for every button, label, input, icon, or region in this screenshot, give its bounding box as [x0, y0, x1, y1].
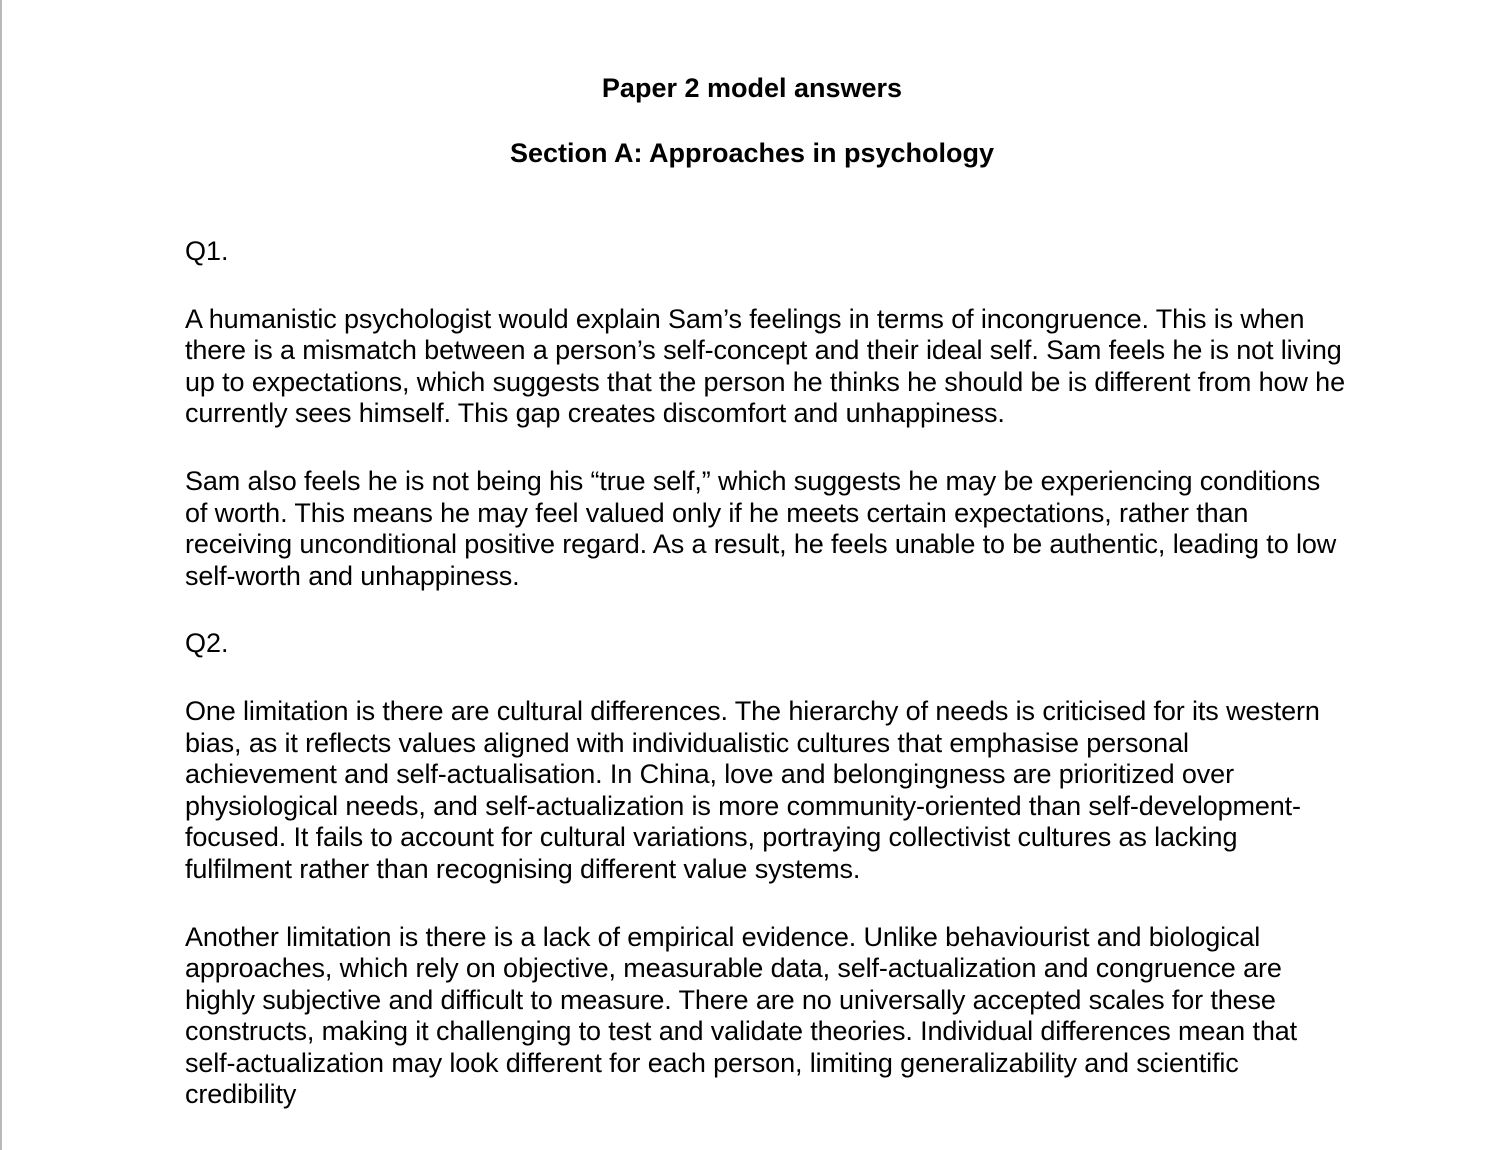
answer-paragraph: Sam also feels he is not being his “true self,” which suggests he may be experiencing conditions of worth. This means he may feel valued only if he meets certain expectations, rather than receiving unconditional positive regard. As a result, he feels unable to be authentic, leading to low self-worth and unhappiness. — [185, 465, 1337, 591]
question-label-q2: Q2. — [185, 628, 229, 659]
answer-paragraph: A humanistic psychologist would explain Sam’s feelings in terms of incongruence. This is when there is a mismatch between a person’s self-concept and their ideal self. Sam feels he is not living up to expectations, which suggests that the person he thinks he should be is different from how he currently sees himself. This gap creates discomfort and unhappiness. — [185, 303, 1345, 429]
answer-paragraph: Another limitation is there is a lack of empirical evidence. Unlike behaviourist and biological approaches, which rely on objective, measurable data, self-actualization and congruence are highly subjective and difficult to measure. There are no universally accepted scales for these constructs, making it challenging to test and validate theories. Individual differences mean that self-actualization may look different for each person, limiting generalizability and scientific credibility — [185, 921, 1298, 1110]
answer-paragraph: One limitation is there are cultural differences. The hierarchy of needs is criticised for its western bias, as it reflects values aligned with individualistic cultures that emphasise personal achievement and self-actualisation. In China, love and belongingness are prioritized over physiological needs, and self-actualization is more community-oriented than self-development-focused. It fails to account for cultural variations, portraying collectivist cultures as lacking fulfilment rather than recognising different value systems. — [185, 695, 1320, 884]
question-label-q1: Q1. — [185, 236, 229, 266]
section-heading: Section A: Approaches in psychology — [509, 138, 995, 168]
document-body — [185, 236, 1345, 1111]
page-title: Paper 2 model answers — [601, 73, 903, 103]
